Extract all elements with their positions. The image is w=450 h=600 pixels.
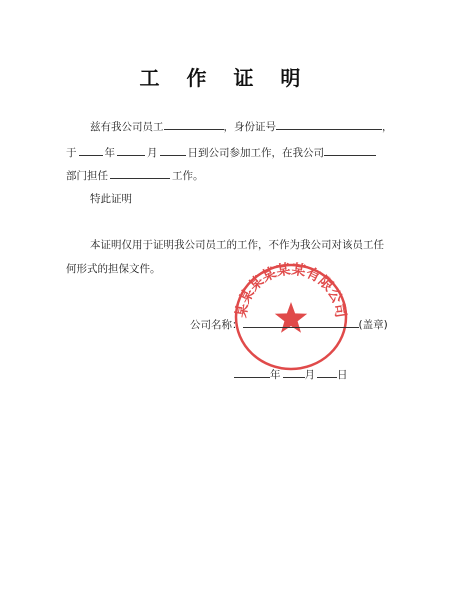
company-name-blank[interactable]	[243, 316, 359, 328]
employee-name-blank[interactable]	[164, 118, 224, 130]
signature-date-line: 年 月 日	[234, 366, 450, 382]
start-year-blank[interactable]	[79, 144, 103, 156]
id-number-blank[interactable]	[276, 118, 382, 130]
disclaimer-line-2: 何形式的担保文件。	[66, 263, 161, 275]
position-blank[interactable]	[110, 167, 170, 179]
department-blank[interactable]	[324, 144, 376, 156]
id-number-label: ，身份证号	[223, 121, 276, 133]
seal-text: 某某某某某某有限公司	[233, 262, 349, 319]
disclaimer-line-1: 本证明仅用于证明我公司员工的工作，不作为我公司对该员工任	[90, 239, 384, 251]
certify-text: 特此证明	[90, 193, 132, 205]
company-name-line	[190, 316, 450, 332]
position-line: 部门担任 工作。	[66, 167, 204, 183]
employee-label: 兹有我公司员工	[90, 121, 164, 133]
sign-month-blank[interactable]	[283, 366, 305, 378]
start-day-blank[interactable]	[160, 144, 186, 156]
seal-note: (盖章)	[358, 319, 388, 331]
start-month-blank[interactable]	[117, 144, 145, 156]
document-title: 工 作 证 明	[139, 66, 311, 90]
start-date-line: 于 年 月 日到公司参加工作，在我公司	[66, 144, 376, 160]
sign-day-blank[interactable]	[317, 366, 337, 378]
sign-year-blank[interactable]	[234, 366, 270, 378]
employee-line: 兹有我公司员工 ，身份证号 ，	[90, 118, 393, 134]
company-name-label: 公司名称：	[190, 319, 243, 331]
